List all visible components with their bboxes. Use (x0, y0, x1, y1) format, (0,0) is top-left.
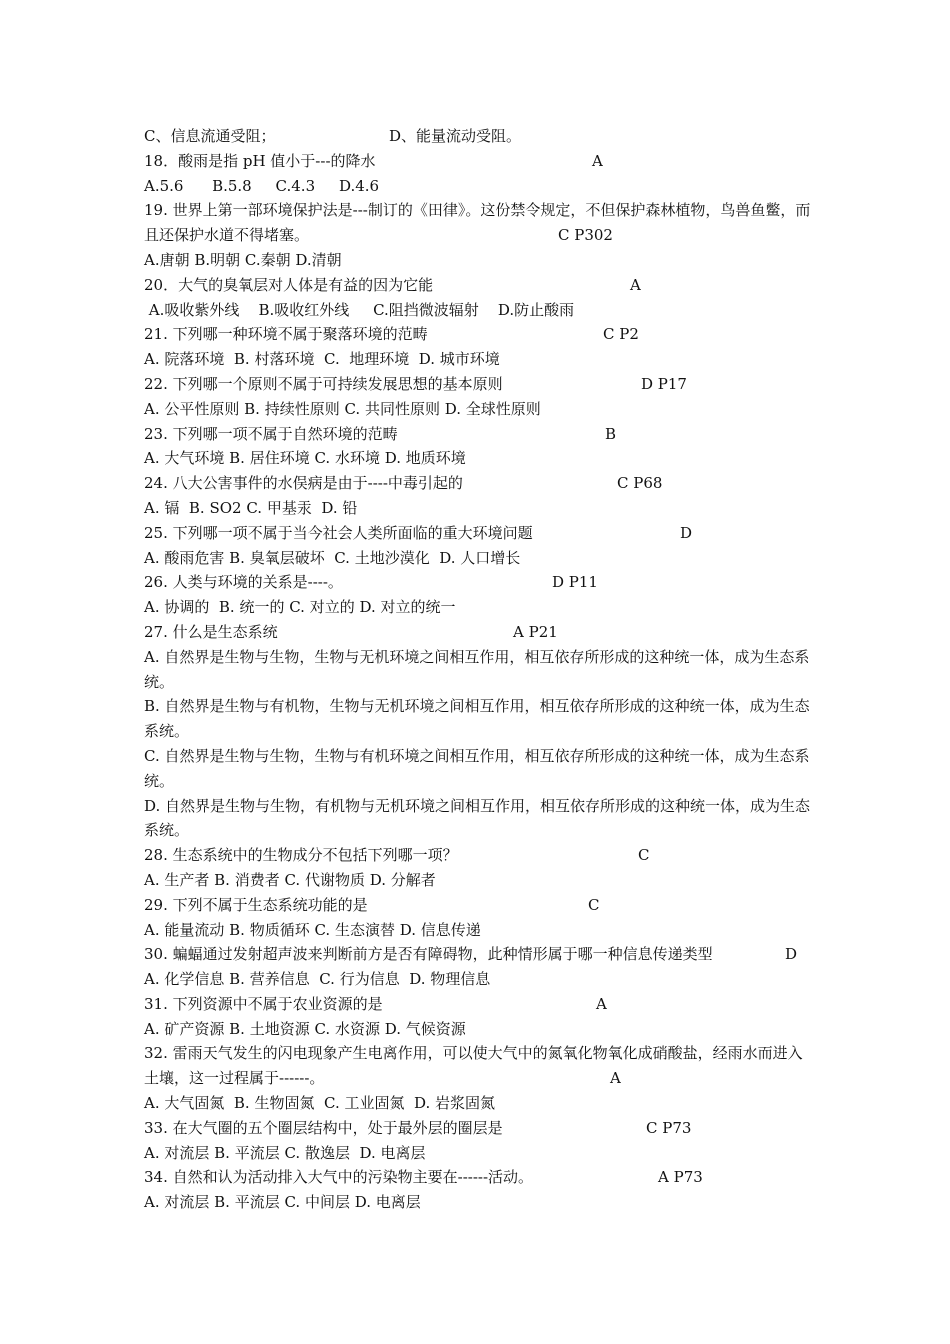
question-text: 31. 下列资源中不属于农业资源的是 (144, 994, 383, 1013)
question-20 (144, 273, 814, 298)
answer-key: A P21 (513, 622, 558, 641)
answer-key: C P73 (646, 1118, 692, 1137)
question-text: 25. 下列哪一项不属于当今社会人类所面临的重大环境问题 (144, 523, 533, 542)
options-text: A. 对流层 B. 平流层 C. 中间层 D. 电离层 (144, 1193, 421, 1212)
question-23 (144, 422, 814, 447)
option-a (144, 645, 814, 695)
question-text: 19. 世界上第一部环境保护法是---制订的《田律》。这份禁令规定，不但保护森林植物，鸟兽鱼鳖，而且还保护水道不得堵塞。 (144, 201, 811, 245)
question-text: 27. 什么是生态系统 (144, 622, 278, 641)
option-text: B. 自然界是生物与有机物，生物与无机环境之间相互作用，相互依存所形成的这种统一体，成为生态系统。 (144, 697, 810, 741)
answer-key: D P17 (641, 374, 687, 393)
answer-key: C P68 (617, 474, 663, 493)
option-text: C. 自然界是生物与生物，生物与有机环境之间相互作用，相互依存所形成的这种统一体，成为生态系统。 (144, 746, 810, 790)
question-text: 23. 下列哪一项不属于自然环境的范畴 (144, 424, 398, 443)
options-text: A. 大气环境 B. 居住环境 C. 水环境 D. 地质环境 (144, 449, 466, 468)
options-text: A. 矿产资源 B. 土地资源 C. 水资源 D. 气候资源 (144, 1019, 466, 1038)
answer-key: A (630, 275, 641, 294)
options-text: A. 院落环境 B. 村落环境 C. 地理环境 D. 城市环境 (144, 350, 500, 369)
question-text: 18．酸雨是指 pH 值小于---的降水 (144, 151, 376, 170)
option-line (144, 446, 814, 471)
option-line (144, 248, 814, 273)
answer-key: A (592, 151, 603, 170)
question-30 (144, 942, 814, 967)
option-line (144, 546, 814, 571)
options-text: A. 大气固氮 B. 生物固氮 C. 工业固氮 D. 岩浆固氮 (144, 1094, 496, 1113)
question-22 (144, 372, 814, 397)
answer-key: D (680, 523, 693, 542)
question-text: 26. 人类与环境的关系是----。 (144, 573, 343, 592)
option-line (144, 918, 814, 943)
option-line (144, 1017, 814, 1042)
answer-key: A (610, 1069, 621, 1088)
options-text: A.唐朝 B.明朝 C.秦朝 D.清朝 (144, 250, 342, 269)
option-line (144, 595, 814, 620)
answer-key: C (638, 846, 650, 865)
answer-key: D P11 (552, 573, 598, 592)
answer-key: A P73 (658, 1168, 703, 1187)
option-line (144, 868, 814, 893)
options-text: A. 能量流动 B. 物质循环 C. 生态演替 D. 信息传递 (144, 920, 481, 939)
option-line (144, 967, 814, 992)
question-text: 22. 下列哪一个原则不属于可持续发展思想的基本原则 (144, 374, 503, 393)
question-text: 21. 下列哪一种环境不属于聚落环境的范畴 (144, 325, 428, 344)
option-line (144, 347, 814, 372)
question-27 (144, 620, 814, 645)
answer-key: A (596, 994, 607, 1013)
question-28 (144, 843, 814, 868)
option-b (144, 694, 814, 744)
option-line (144, 397, 814, 422)
options-text: A. 镉 B. SO2 C. 甲基汞 D. 铅 (144, 498, 358, 517)
question-text: 28. 生态系统中的生物成分不包括下列哪一项？ (144, 846, 458, 865)
question-21 (144, 322, 814, 347)
option-text: D. 自然界是生物与生物，有机物与无机环境之间相互作用，相互依存所形成的这种统一体，成为生态系统。 (144, 796, 811, 840)
answer-key: C (588, 895, 600, 914)
option-line (144, 174, 814, 199)
option-line (144, 298, 814, 323)
question-text: 32. 雷雨天气发生的闪电现象产生电离作用，可以使大气中的氮氧化物氧化成硝酸盐，经雨水而进入土壤，这一过程属于------。 (144, 1044, 803, 1088)
option-line (144, 1141, 814, 1166)
question-text: 24. 八大公害事件的水俣病是由于----中毒引起的 (144, 474, 463, 493)
question-31 (144, 992, 814, 1017)
option-line (144, 496, 814, 521)
option-d (144, 794, 814, 844)
question-list (144, 124, 814, 1215)
question-text: 20．大气的臭氧层对人体是有益的因为它能 (144, 275, 434, 294)
options-text: A. 化学信息 B. 营养信息 C. 行为信息 D. 物理信息 (144, 970, 491, 989)
answer-key: B (605, 424, 617, 443)
option-line (144, 124, 814, 149)
answer-key: D (785, 945, 798, 964)
question-text: 29. 下列不属于生态系统功能的是 (144, 895, 368, 914)
question-text: 30. 蝙蝠通过发射超声波来判断前方是否有障碍物，此种情形属于哪一种信息传递类型 (144, 945, 713, 964)
question-26 (144, 570, 814, 595)
option-text-d: D、能量流动受阻。 (389, 127, 522, 145)
answer-key: C P302 (558, 226, 613, 245)
question-32 (144, 1041, 814, 1091)
option-line (144, 1190, 814, 1215)
options-text: A. 酸雨危害 B. 臭氧层破坏 C. 土地沙漠化 D. 人口增长 (144, 548, 521, 567)
options-text: A. 协调的 B. 统一的 C. 对立的 D. 对立的统一 (144, 598, 456, 617)
options-text: A.5.6 B.5.8 C.4.3 D.4.6 (144, 176, 380, 195)
question-24 (144, 471, 814, 496)
option-text: C、信息流通受阻； (144, 127, 276, 145)
options-text: A. 公平性原则 B. 持续性原则 C. 共同性原则 D. 全球性原则 (144, 399, 541, 418)
question-text: 34. 自然和认为活动排入大气中的污染物主要在------活动。 (144, 1168, 534, 1187)
option-c (144, 744, 814, 794)
question-33 (144, 1116, 814, 1141)
options-text: A. 生产者 B. 消费者 C. 代谢物质 D. 分解者 (144, 870, 436, 889)
question-19 (144, 198, 814, 248)
question-34 (144, 1165, 814, 1190)
options-text: A. 对流层 B. 平流层 C. 散逸层 D. 电离层 (144, 1143, 426, 1162)
option-line (144, 1091, 814, 1116)
question-29 (144, 893, 814, 918)
answer-key: C P2 (603, 325, 639, 344)
option-text: A. 自然界是生物与生物，生物与无机环境之间相互作用，相互依存所形成的这种统一体，成为生态系统。 (144, 647, 810, 691)
options-text: A.吸收紫外线 B.吸收红外线 C.阻挡微波辐射 D.防止酸雨 (144, 300, 575, 319)
question-18 (144, 149, 814, 174)
question-text: 33. 在大气圈的五个圈层结构中，处于最外层的圈层是 (144, 1118, 503, 1137)
question-25 (144, 521, 814, 546)
